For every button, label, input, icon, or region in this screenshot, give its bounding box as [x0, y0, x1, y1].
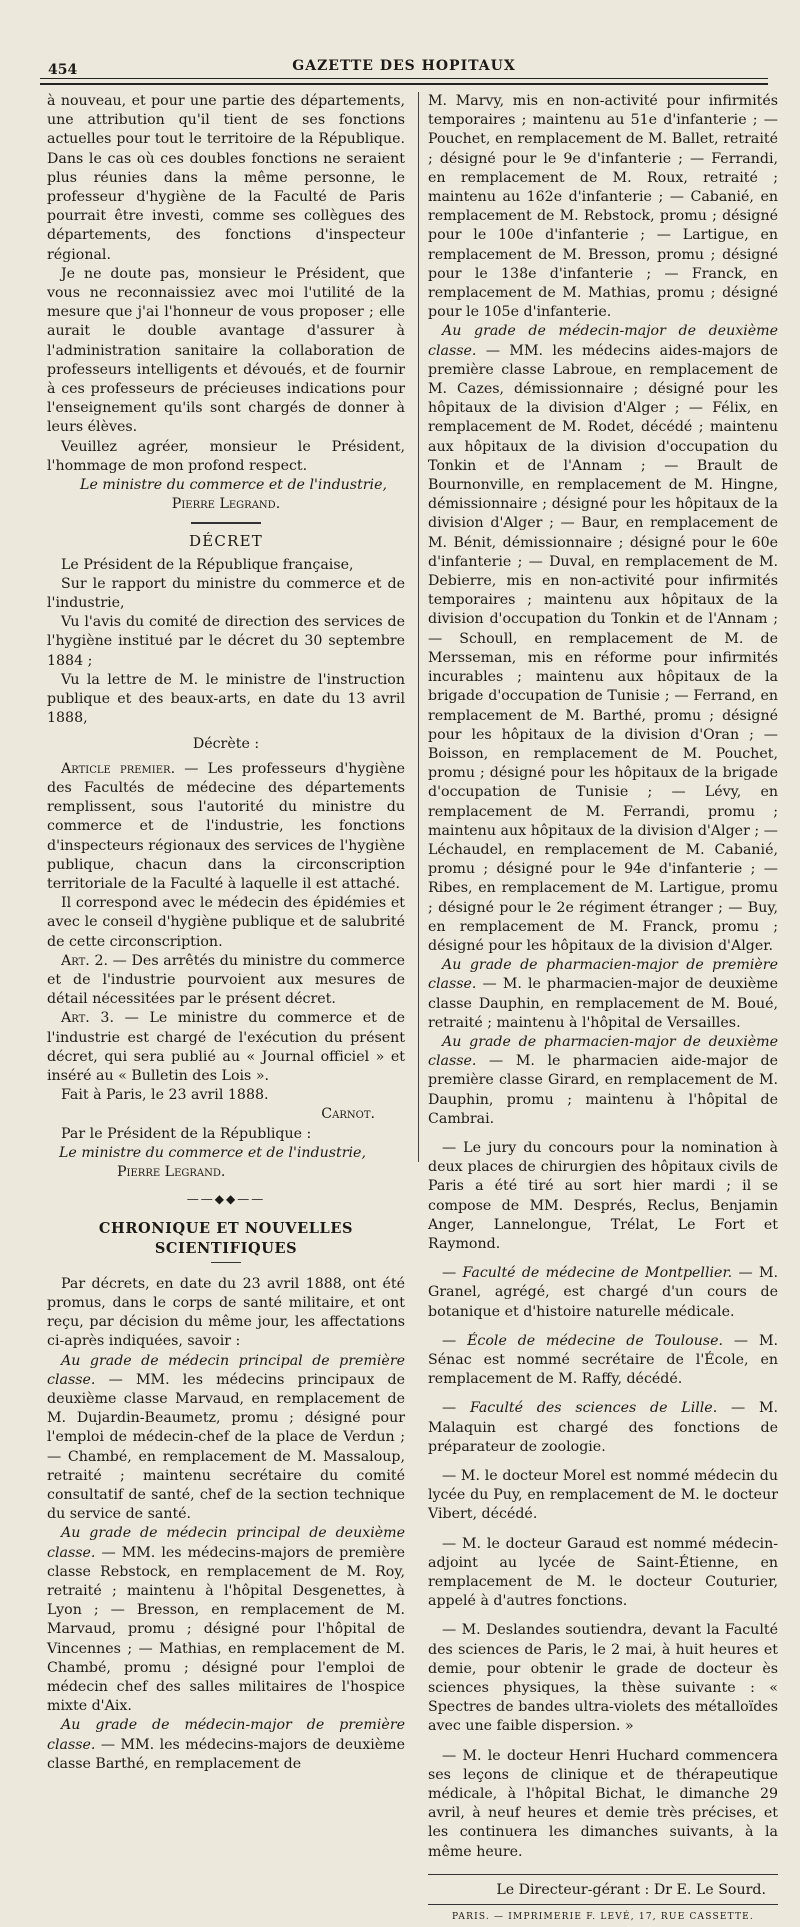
header-rule — [40, 78, 768, 79]
grade-heading: Au grade de médecin-major de première classe. — [47, 1717, 405, 1753]
decree-article-3 — [47, 1009, 405, 1086]
decree-date: Fait à Paris, le 23 avril 1888. — [61, 1087, 269, 1104]
chronicle-paragraph — [47, 1716, 405, 1774]
grade-text: — MM. les médecins principaux de deuxième classe Marvaud, en remplacement de M. Dujardin-Beaumetz, promu ; désigné pour l'emploi de médecin-chef de la place de Verdun ; — Chambé, en remplacement de M. Massaloup, retraité ; maintenu secrétaire du comité consultatif de santé, chef de la section technique du service de santé. — [47, 1371, 405, 1523]
ornament-divider: ——◆◆—— — [186, 1192, 266, 1207]
report-paragraph: Je ne doute pas, monsieur le Président, que vous ne reconnaissiez avec moi l'utilité de la mesure que j'ai l'honneur de vous proposer ; elle aurait le double avantage d'assurer à l'administration sanitaire la collaboration de professeurs intelligents et dévoués, et de fournir à ces professeurs de précieuses indications pour l'enseignement qu'ils sont chargés de donner à leurs élèves. — [47, 265, 405, 436]
news-text: — M. Granel, agrégé, est chargé d'un cours de botanique et d'histoire naturelle médicale. — [428, 1265, 779, 1320]
chronicle-paragraph — [47, 1352, 405, 1525]
header-rule-double — [40, 83, 768, 85]
decree-line: Sur le rapport du ministre du commerce et de l'industrie, — [47, 575, 405, 612]
column-divider — [418, 92, 419, 1162]
grade-heading: Au grade de pharmacien-major de deuxième classe. — [428, 1033, 778, 1070]
chronicle-paragraph — [47, 1524, 405, 1716]
decree-article-2 — [47, 952, 405, 1010]
right-column — [428, 92, 778, 1927]
printer-imprint: PARIS. — IMPRIMERIE F. LEVÉ, 17, RUE CASSETTE. — [428, 1904, 778, 1927]
left-column — [47, 92, 405, 1774]
grade-text: — MM. les médecins-majors de deuxième classe Barthé, en remplacement de — [47, 1736, 405, 1772]
signature-name: Pierre Legrand. — [171, 496, 281, 513]
separator-rule — [211, 1262, 241, 1263]
news-item: — M. le docteur Garaud est nommé médecin-adjoint au lycée de Saint-Étienne, en remplacement de M. le docteur Couturier, appelé à d'autres fonctions. — [428, 1535, 778, 1610]
journal-title: GAZETTE DES HOPITAUX — [292, 58, 516, 74]
decree-line: Vu la lettre de M. le ministre de l'instruction publique et des beaux-arts, en date du 13 avril 1888, — [47, 671, 405, 727]
report-paragraph: à nouveau, et pour une partie des départements, une attribution qu'il tient de ses fonctions actuelles pour tout le territoire de la République. Dans le cas où ces doubles fonctions ne seraient plus réunies dans la même personne, le professeur d'hygiène de la Faculté de Paris pourrait être investi, comme ses collègues des départements, des fonctions d'inspecteur régional. — [47, 93, 405, 263]
grade-text: — MM. les médecins-majors de première classe Rebstock, en remplacement de M. Roy, retraité ; maintenu à l'hôpital Desgenettes, à Lyon ; — Bresson, en remplacement de M. Marvaud, promu ; désigné pour l'hôpital de Vincennes ; — Mathias, en remplacement de M. Chambé, promu ; désigné pour l'emploi de médecin chef des salles militaires de l'hospice mixte d'Aix. — [47, 1544, 405, 1715]
article-label: Art. 3. — [61, 1010, 114, 1027]
page-header — [40, 54, 768, 80]
grade-text: — M. le pharmacien aide-major de première classe Girard, en remplacement de M. Dauphin, promu ; maintenu à l'hôpital de Cambrai. — [428, 1053, 778, 1127]
news-item: — M. le docteur Morel est nommé médecin du lycée du Puy, en remplacement de M. le docteur Vibert, décédé. — [428, 1468, 778, 1523]
news-heading: Faculté des sciences de Lille. — [469, 1400, 718, 1417]
news-text: — M. Sénac est nommé secrétaire de l'École, en remplacement de M. Raffy, décédé. — [428, 1332, 779, 1388]
grade-heading: Au grade de pharmacien-major de première classe. — [428, 957, 778, 993]
news-item: — M. Deslandes soutiendra, devant la Faculté des sciences de Paris, le 2 mai, à huit heures et demie, pour obtenir le grade de docteur ès sciences physiques, la thèse suivante : « Spectres de bandes ultra-violets des métalloïdes avec une faible dispersion. » — [428, 1622, 778, 1735]
news-item: — Le jury du concours pour la nomination à deux places de chirurgien des hôpitaux civils de Paris a été tiré au sort hier mardi ; il se compose de MM. Després, Reclus, Benjamin Anger, Lannelongue, Trélat, Le Fort et Raymond. — [428, 1139, 778, 1252]
chronicle-paragraph: Par décrets, en date du 23 avril 1888, ont été promus, dans le corps de santé militaire, et ont reçu, par décision du même jour, les affectations ci-après indiquées, savoir : — [47, 1275, 405, 1350]
news-item: — École de médecine de Toulouse. — M. Sénac est nommé secrétaire de l'École, en remplacement de M. Raffy, décédé. — [428, 1332, 779, 1388]
chronicle-title: CHRONIQUE ET NOUVELLES SCIENTIFIQUES — [98, 1220, 354, 1257]
grade-heading: Au grade de médecin principal de deuxième classe. — [47, 1525, 405, 1561]
news-text: — M. Malaquin est chargé des fonctions de préparateur de zoologie. — [428, 1400, 778, 1455]
news-heading: École de médecine de Toulouse. — [467, 1332, 724, 1349]
separator-rule — [191, 522, 261, 524]
grade-text: — MM. les médecins aides-majors de première classe Labroue, en remplacement de M. Cazes, démissionnaire ; désigné pour les hôpitaux de la division d'Alger ; — Félix, en remplacement de M. Rodet, décédé ; maintenu aux hôpitaux de la division d'occupation du Tonkin et de l'Annam ; — Brault de Bournonville, en remplacement de M. Hingne, démissionnaire ; désigné pour les hôpitaux de la division d'Alger ; — Baur, en remplacement de M. Bénit, démissionnaire ; désigné pour le 60e d'infanterie ; — Duval, en remplacement de M. Debierre, mis en non-activité pour infirmités temporaires ; maintenu aux hôpitaux de la division d'occupation du Tonkin et de l'Annam ; — Schoull, en remplacement de M. de Mersseman, mis en réforme pour infirmités incurables ; maintenu aux hôpitaux de la brigade d'occupation de Tunisie ; — Ferrand, en remplacement de M. Barthé, promu ; désigné pour les hôpitaux de la division d'Oran ; — Boisson, en remplacement de M. Pouchet, promu ; désigné pour les hôpitaux de la brigade d'occupation de Tunisie ; — Lévy, en remplacement de M. Ferrandi, promu ; maintenu aux hôpitaux de la division d'Alger ; — Léchaudel, en remplacement de M. Cabanié, promu ; désigné pour le 94e d'infanterie ; — Ribes, en remplacement de M. Lartigue, promu ; désigné pour le 2e régiment étranger ; — Buy, en remplacement de M. Franck, promu ; désigné pour les hôpitaux de la division d'Alger. — [428, 342, 778, 954]
news-item: — Faculté des sciences de Lille. — M. Malaquin est chargé des fonctions de préparateur de zoologie. — [428, 1400, 778, 1455]
grade-heading: Au grade de médecin-major de deuxième classe. — [428, 323, 778, 359]
chronicle-paragraph — [428, 322, 778, 956]
decree-title: DÉCRET — [189, 532, 263, 551]
chronicle-paragraph — [428, 1033, 778, 1129]
article-text: — Des arrêtés du ministre du commerce et de l'industrie pourvoient aux mesures de détail nécessitées par le présent décret. — [47, 952, 405, 1008]
decree-line: Vu l'avis du comité de direction des services de l'hygiène institué par le décret du 30 septembre 1884 ; — [47, 614, 405, 669]
chronicle-paragraph: M. Marvy, mis en non-activité pour infirmités temporaires ; maintenu au 51e d'infanterie ; — Pouchet, en remplacement de M. Ballet, retraité ; désigné pour le 9e d'infanterie ; — Ferrandi, en remplacement de M. Roux, retraité ; maintenu au 162e d'infanterie ; — Cabanié, en remplacement de M. Rebstock, promu ; désigné pour le 100e d'infanterie ; — Lartigue, en remplacement de M. Bresson, promu ; désigné pour le 138e d'infanterie ; — Franck, en remplacement de M. Mathias, promu ; désigné pour le 105e d'infanterie. — [428, 93, 778, 321]
end-rule — [428, 1874, 778, 1875]
decree-article-1-continued: Il correspond avec le médecin des épidémies et avec le conseil d'hygiène publique et de salubrité de cette circonscription. — [47, 895, 405, 950]
director-signature: Le Directeur-gérant : Dr E. Le Sourd. — [496, 1881, 766, 1898]
grade-heading: Au grade de médecin principal de première classe. — [47, 1352, 405, 1388]
signature-title: Le ministre du commerce et de l'industrie, — [59, 1144, 366, 1161]
signature-name: Pierre Legrand. — [117, 1163, 226, 1180]
par-le-president: Par le Président de la République : — [61, 1125, 312, 1142]
article-text: — Les professeurs d'hygiène des Facultés de médecine des départements remplissent, sous l'autorité du ministre du commerce et de l'industrie, les fonctions d'inspecteurs régionaux des services de l'hygiène publique, chacun dans la circonscription territoriale de la Faculté à laquelle il est attaché. — [47, 760, 405, 892]
report-closing: Veuillez agréer, monsieur le Président, l'hommage de mon profond respect. — [47, 438, 405, 474]
page-number: 454 — [48, 62, 78, 78]
decree-article-1 — [47, 760, 405, 894]
article-label: Article premier. — [61, 760, 176, 777]
decree-line: Le Président de la République française, — [61, 556, 354, 573]
grade-text: — M. le pharmacien-major de deuxième classe Dauphin, en remplacement de M. Boué, retraité ; maintenu à l'hôpital de Versailles. — [428, 976, 778, 1031]
article-label: Art. 2. — [61, 952, 108, 969]
news-heading: Faculté de médecine de Montpellier. — [462, 1265, 733, 1282]
president-signature: Carnot. — [321, 1106, 375, 1123]
signature-title: Le ministre du commerce et de l'industrie, — [80, 477, 387, 494]
decree-decrete: Décrète : — [192, 735, 260, 752]
article-text: — Le ministre du commerce et de l'industrie est chargé de l'exécution du présent décret, qui sera publié au « Journal officiel » et inséré au « Bulletin des Lois ». — [47, 1010, 406, 1084]
news-item: — M. le docteur Henri Huchard commencera ses leçons de clinique et de thérapeutique médicale, à l'hôpital Bichat, le dimanche 29 avril, à neuf heures et demie très précises, et les continuera les dimanches suivants, à la même heure. — [428, 1747, 778, 1860]
news-item: — Faculté de médecine de Montpellier. — M. Granel, agrégé, est chargé d'un cours de botanique et d'histoire naturelle médicale. — [428, 1265, 779, 1320]
chronicle-paragraph — [428, 956, 778, 1033]
